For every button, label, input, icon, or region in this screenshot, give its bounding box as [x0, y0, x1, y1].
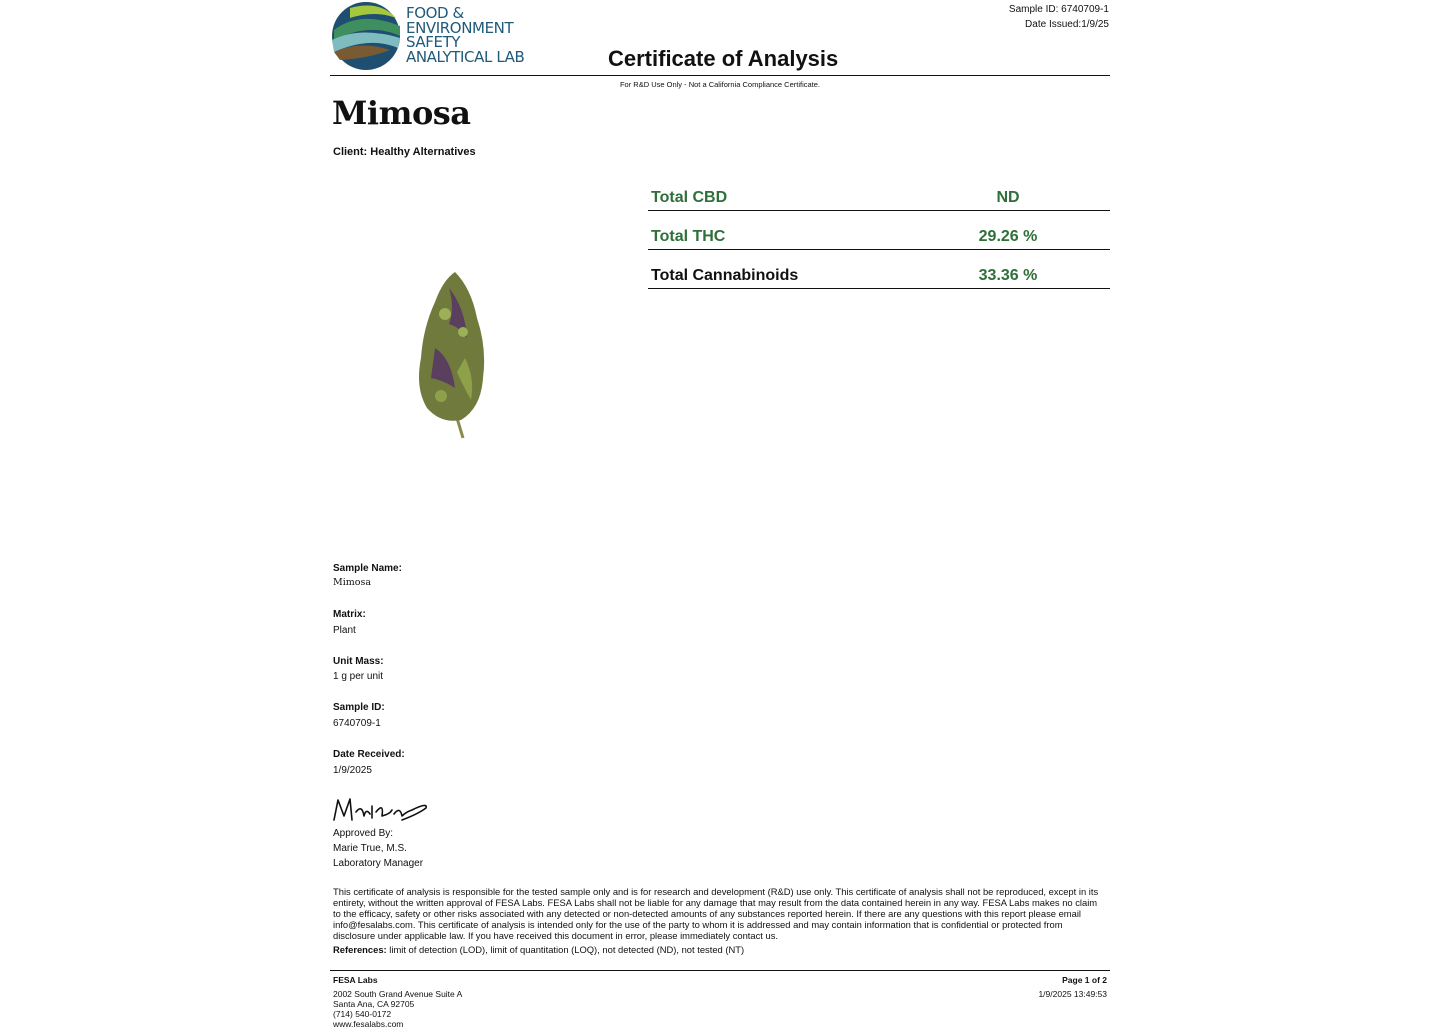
header-meta: [1009, 2, 1109, 32]
matrix-value: Plant: [333, 625, 356, 636]
summary-row: [648, 250, 1110, 289]
lab-name-line: ANALYTICAL LAB: [406, 47, 525, 66]
unit-mass-label: Unit Mass:: [333, 656, 384, 667]
potency-summary: [648, 172, 1110, 289]
signature: [332, 794, 432, 824]
footer-address-line: (714) 540-0172: [333, 1009, 392, 1019]
lab-name-line: SAFETY: [406, 33, 461, 51]
approver-role: Laboratory Manager: [333, 858, 424, 869]
summary-value: ND: [996, 189, 1020, 206]
sample-id-label: Sample ID:: [333, 702, 385, 713]
summary-row: [648, 172, 1110, 211]
summary-value: 33.36 %: [978, 267, 1038, 284]
header-divider: [330, 75, 1110, 76]
sample-name-label: Sample Name:: [333, 563, 402, 574]
lab-name: [406, 6, 524, 64]
footer-address-line: Santa Ana, CA 92705: [333, 999, 415, 1009]
references-text: limit of detection (LOD), limit of quantitation (LOQ), not detected (ND), not tested (NT): [386, 944, 745, 955]
disclaimer-text: This certificate of analysis is responsible for the tested sample only and is for research and development (R&D) use only. This certificate of analysis shall not be reproduced, except in its entirety, without the written approval of FESA Labs. FESA Labs shall not be liable for any damage that may result from the data contained herein in any way. FESA Labs makes no claim to the efficacy, safety or other risks associated with any detected or non-detected amounts of any substances reported herein. If there are any questions with this report please email info@fesalabs.com. This certificate of analysis is intended only for the use of the party to whom it is addressed and may contain information that is confidential or protected from disclosure under applicable law. If you have received this document in error, please immediately contact us.: [333, 886, 1099, 941]
approved-by-label: Approved By:: [333, 828, 394, 839]
lab-name-line: ENVIRONMENT: [406, 18, 514, 37]
page-title: Certificate of Analysis: [608, 46, 839, 71]
matrix-label: Matrix:: [333, 609, 366, 620]
date-received-label: Date Received:: [333, 749, 405, 760]
compliance-notice: For R&D Use Only - Not a California Compliance Certificate.: [619, 80, 821, 89]
summary-value: 29.26 %: [978, 228, 1038, 245]
summary-label: Total Cannabinoids: [651, 267, 799, 284]
summary-row: [648, 211, 1110, 250]
lab-name-line: FOOD &: [406, 4, 464, 22]
product-image: [405, 268, 495, 440]
header-sample-id: Sample ID: 6740709-1: [1008, 4, 1109, 15]
footer-page-info: [1038, 975, 1107, 999]
sample-name-value: Mimosa: [333, 577, 372, 588]
client-name: Client: Healthy Alternatives: [333, 146, 476, 158]
summary-label: Total THC: [651, 228, 726, 245]
strain-name: Mimosa: [332, 94, 471, 132]
footer-address-line: www.fesalabs.com: [333, 1019, 404, 1029]
summary-label: Total CBD: [651, 189, 728, 206]
sample-id-value: 6740709-1: [333, 718, 381, 729]
unit-mass-value: 1 g per unit: [333, 671, 384, 682]
references-label: References:: [333, 944, 387, 955]
references: [333, 944, 1105, 955]
approver-name: Marie True, M.S.: [333, 843, 407, 854]
date-received-value: 1/9/2025: [333, 765, 372, 776]
footer-timestamp: 1/9/2025 13:49:53: [1038, 989, 1107, 999]
page-number: Page 1 of 2: [1062, 975, 1107, 985]
footer-address: [333, 975, 462, 1029]
header-date-issued: Date Issued:1/9/25: [1025, 19, 1109, 30]
approval-block: [333, 826, 423, 871]
footer-address-line: 2002 South Grand Avenue Suite A: [333, 989, 463, 999]
footer-company: FESA Labs: [333, 975, 378, 985]
footer-divider: [330, 970, 1110, 971]
